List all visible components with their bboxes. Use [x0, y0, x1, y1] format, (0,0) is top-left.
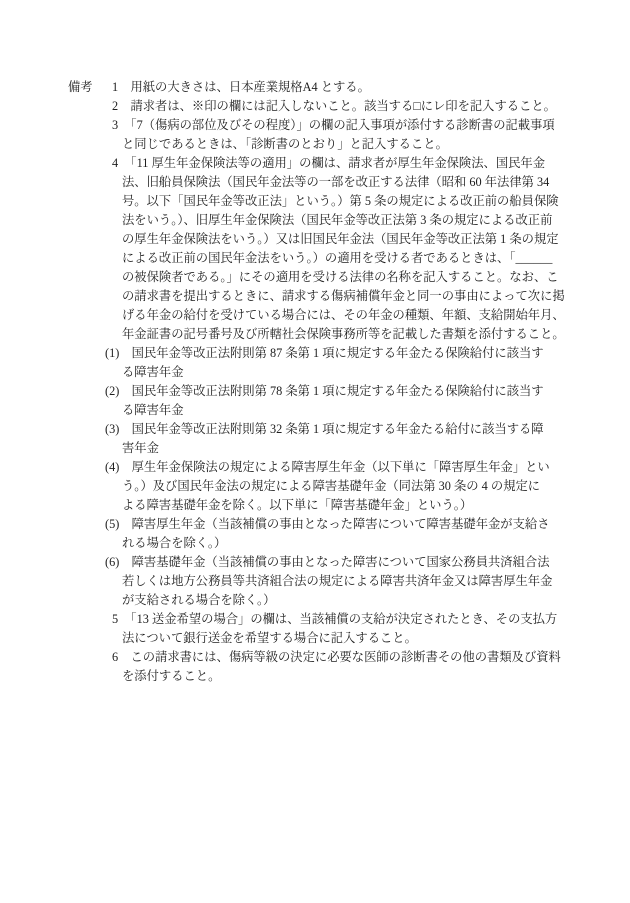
note-subitem-4-cont: う。）及び国民年金法の規定による障害基礎年金（同法第 30 条の 4 の規定に	[122, 479, 541, 493]
note-item-4-cont: 法をいう。）、旧厚生年金保険法（国民年金等改正法第 3 条の規定による改正前	[122, 213, 553, 227]
note-item-4-cont: 号。以下「国民年金等改正法」という。）第 5 条の規定による改正前の船員保険	[122, 194, 559, 208]
note-item-4-cont: の厚生年金保険法をいう。）又は旧国民年金法（国民年金等改正法第 1 条の規定	[122, 232, 559, 246]
note-item-6-cont: を添付すること。	[122, 669, 221, 683]
note-item-4-cont: 年金証書の記号番号及び所轄社会保険事務所等を記載した書類を添付すること。	[122, 327, 565, 341]
note-subitem-6: (6) 障害基礎年金（当該補償の事由となった障害について国家公務員共済組合法	[105, 555, 550, 569]
note-subitem-5-cont: れる場合を除く。）	[122, 536, 227, 550]
note-item-1: 1 用紙の大きさは、日本産業規格A4 とする。	[112, 80, 370, 94]
note-line-01	[0, 78, 630, 97]
note-subitem-6-cont: 若しくは地方公務員等共済組合法の規定による障害共済年金又は障害厚生年金	[122, 574, 553, 588]
note-item-5: 5 「13 送金希望の場合」の欄は、当該補償の支給が決定されたとき、その支払方	[112, 612, 558, 626]
note-item-2: 2 請求者は、※印の欄には記入しないこと。該当する□にレ印を記入すること。	[112, 99, 556, 113]
note-item-3: 3 「7（傷病の部位及びその程度）」の欄の記入事項が添付する診断書の記載事項	[112, 118, 555, 132]
note-subitem-1: (1) 国民年金等改正法附則第 87 条第 1 項に規定する年金たる保険給付に該当す	[105, 346, 544, 360]
note-subitem-4: (4) 厚生年金保険法の規定による障害厚生年金（以下単に「障害厚生年金」とい	[105, 460, 550, 474]
note-subitem-3: (3) 国民年金等改正法附則第 32 条第 1 項に規定する年金たる給付に該当する障	[105, 422, 544, 436]
note-subitem-2: (2) 国民年金等改正法附則第 78 条第 1 項に規定する年金たる保険給付に該当す	[105, 384, 544, 398]
note-subitem-6-cont: が支給される場合を除く。）	[122, 593, 276, 607]
note-subitem-5: (5) 障害厚生年金（当該補償の事由となった障害について障害基礎年金が支給さ	[105, 517, 550, 531]
note-item-4-cont: の被保険者である。」にその適用を受ける法律の名称を記入すること。なお、こ	[122, 270, 559, 284]
note-subitem-3-cont: 害年金	[122, 441, 159, 455]
note-item-4-cont: げる年金の給付を受けている場合には、その年金の種類、年額、支給開始年月、	[122, 308, 565, 322]
note-item-6: 6 この請求書には、傷病等級の決定に必要な医師の診断書その他の書類及び資料	[112, 650, 561, 664]
note-item-4-cont: 法、旧船員保険法（国民年金法等の一部を改正する法律（昭和 60 年法律第 34	[122, 175, 550, 189]
note-item-3-cont: と同じであるときは、「診断書のとおり」と記入すること。	[122, 137, 448, 151]
note-item-5-cont: 法について銀行送金を希望する場合に記入すること。	[122, 631, 417, 645]
note-subitem-1-cont: る障害年金	[122, 365, 184, 379]
note-subitem-2-cont: る障害年金	[122, 403, 184, 417]
note-item-4: 4 「11 厚生年金保険法等の適用」の欄は、請求者が厚生年金保険法、国民年金	[112, 156, 546, 170]
notes-label: 備考	[68, 80, 93, 94]
note-item-4-cont: の請求書を提出するときに、請求する傷病補償年金と同一の事由によって次に掲	[122, 289, 565, 303]
note-subitem-4-cont: よる障害基礎年金を除く。以下単に「障害基礎年金」という。）	[122, 498, 473, 512]
note-item-4-cont: による改正前の国民年金法をいう。）の適用を受ける者であるときは、「______	[122, 251, 553, 265]
notes-section	[0, 78, 630, 686]
